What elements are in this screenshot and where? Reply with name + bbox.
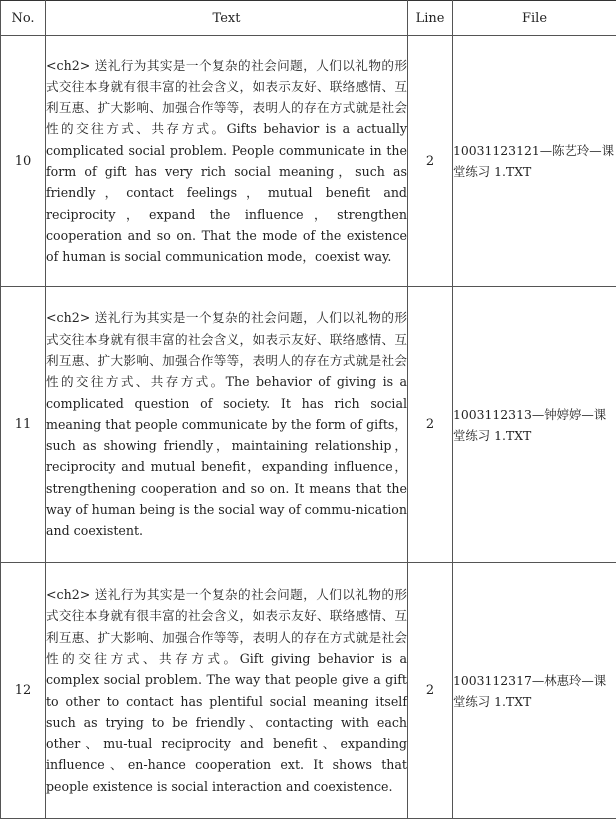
- row-number: 11: [1, 287, 46, 563]
- table-row: [1, 287, 616, 563]
- row-line: 2: [408, 287, 453, 563]
- header-row: [1, 1, 616, 36]
- row-line: 2: [408, 36, 453, 287]
- row-line: 2: [408, 563, 453, 819]
- row-file: 1003112313—钟婷婷—课堂练习 1.TXT: [453, 287, 616, 563]
- row-file: 1003112317—林惠玲—课堂练习 1.TXT: [453, 563, 616, 819]
- header-text: Text: [46, 1, 408, 36]
- row-number: 12: [1, 563, 46, 819]
- header-no: No.: [1, 1, 46, 36]
- header-line: Line: [408, 1, 453, 36]
- header-file: File: [453, 1, 616, 36]
- row-number: 10: [1, 36, 46, 287]
- row-text: <ch2> 送礼行为其实是一个复杂的社会问题，人们以礼物的形式交往本身就有很丰富的社会含义，如表示友好、联络感情、互利互惠、扩大影响、加强合作等等，表明人的存在方式就是社会性的交往方式、共存方式。The behavior of giving is a complicated question of society. It has rich social meaning that people communicate by the form of gifts，such as showing friendly，maintaining relationship，reciprocity and mutual benefit，expanding influence，strengthening cooperation and so on. It means that the way of human being is the social way of commu-nication and coexistent.: [46, 287, 408, 563]
- row-file: 10031123121—陈艺玲—课堂练习 1.TXT: [453, 36, 616, 287]
- table-row: [1, 36, 616, 287]
- table-row: [1, 563, 616, 819]
- row-text: <ch2> 送礼行为其实是一个复杂的社会问题，人们以礼物的形式交往本身就有很丰富的社会含义，如表示友好、联络感情、互利互惠、扩大影响、加强合作等等，表明人的存在方式就是社会性的交往方式、共存方式。Gift giving behavior is a complex social problem. The way that people give a gift to other to contact has plentiful social meaning itself such as trying to be friendly、contacting with each other、mu-tual reciprocity and benefit、expanding influence、en-hance cooperation ext. It shows that people existence is social interaction and coexistence.: [46, 563, 408, 819]
- row-text: <ch2> 送礼行为其实是一个复杂的社会问题，人们以礼物的形式交往本身就有很丰富的社会含义，如表示友好、联络感情、互利互惠、扩大影响、加强合作等等，表明人的存在方式就是社会性的交往方式、共存方式。Gifts behavior is a actually complicated social problem. People communicate in the form of gift has very rich social meaning，such as friendly，contact feelings，mutual benefit and reciprocity，expand the influence，strengthen cooperation and so on. That the mode of the existence of human is social communication mode，coexist way.: [46, 36, 408, 287]
